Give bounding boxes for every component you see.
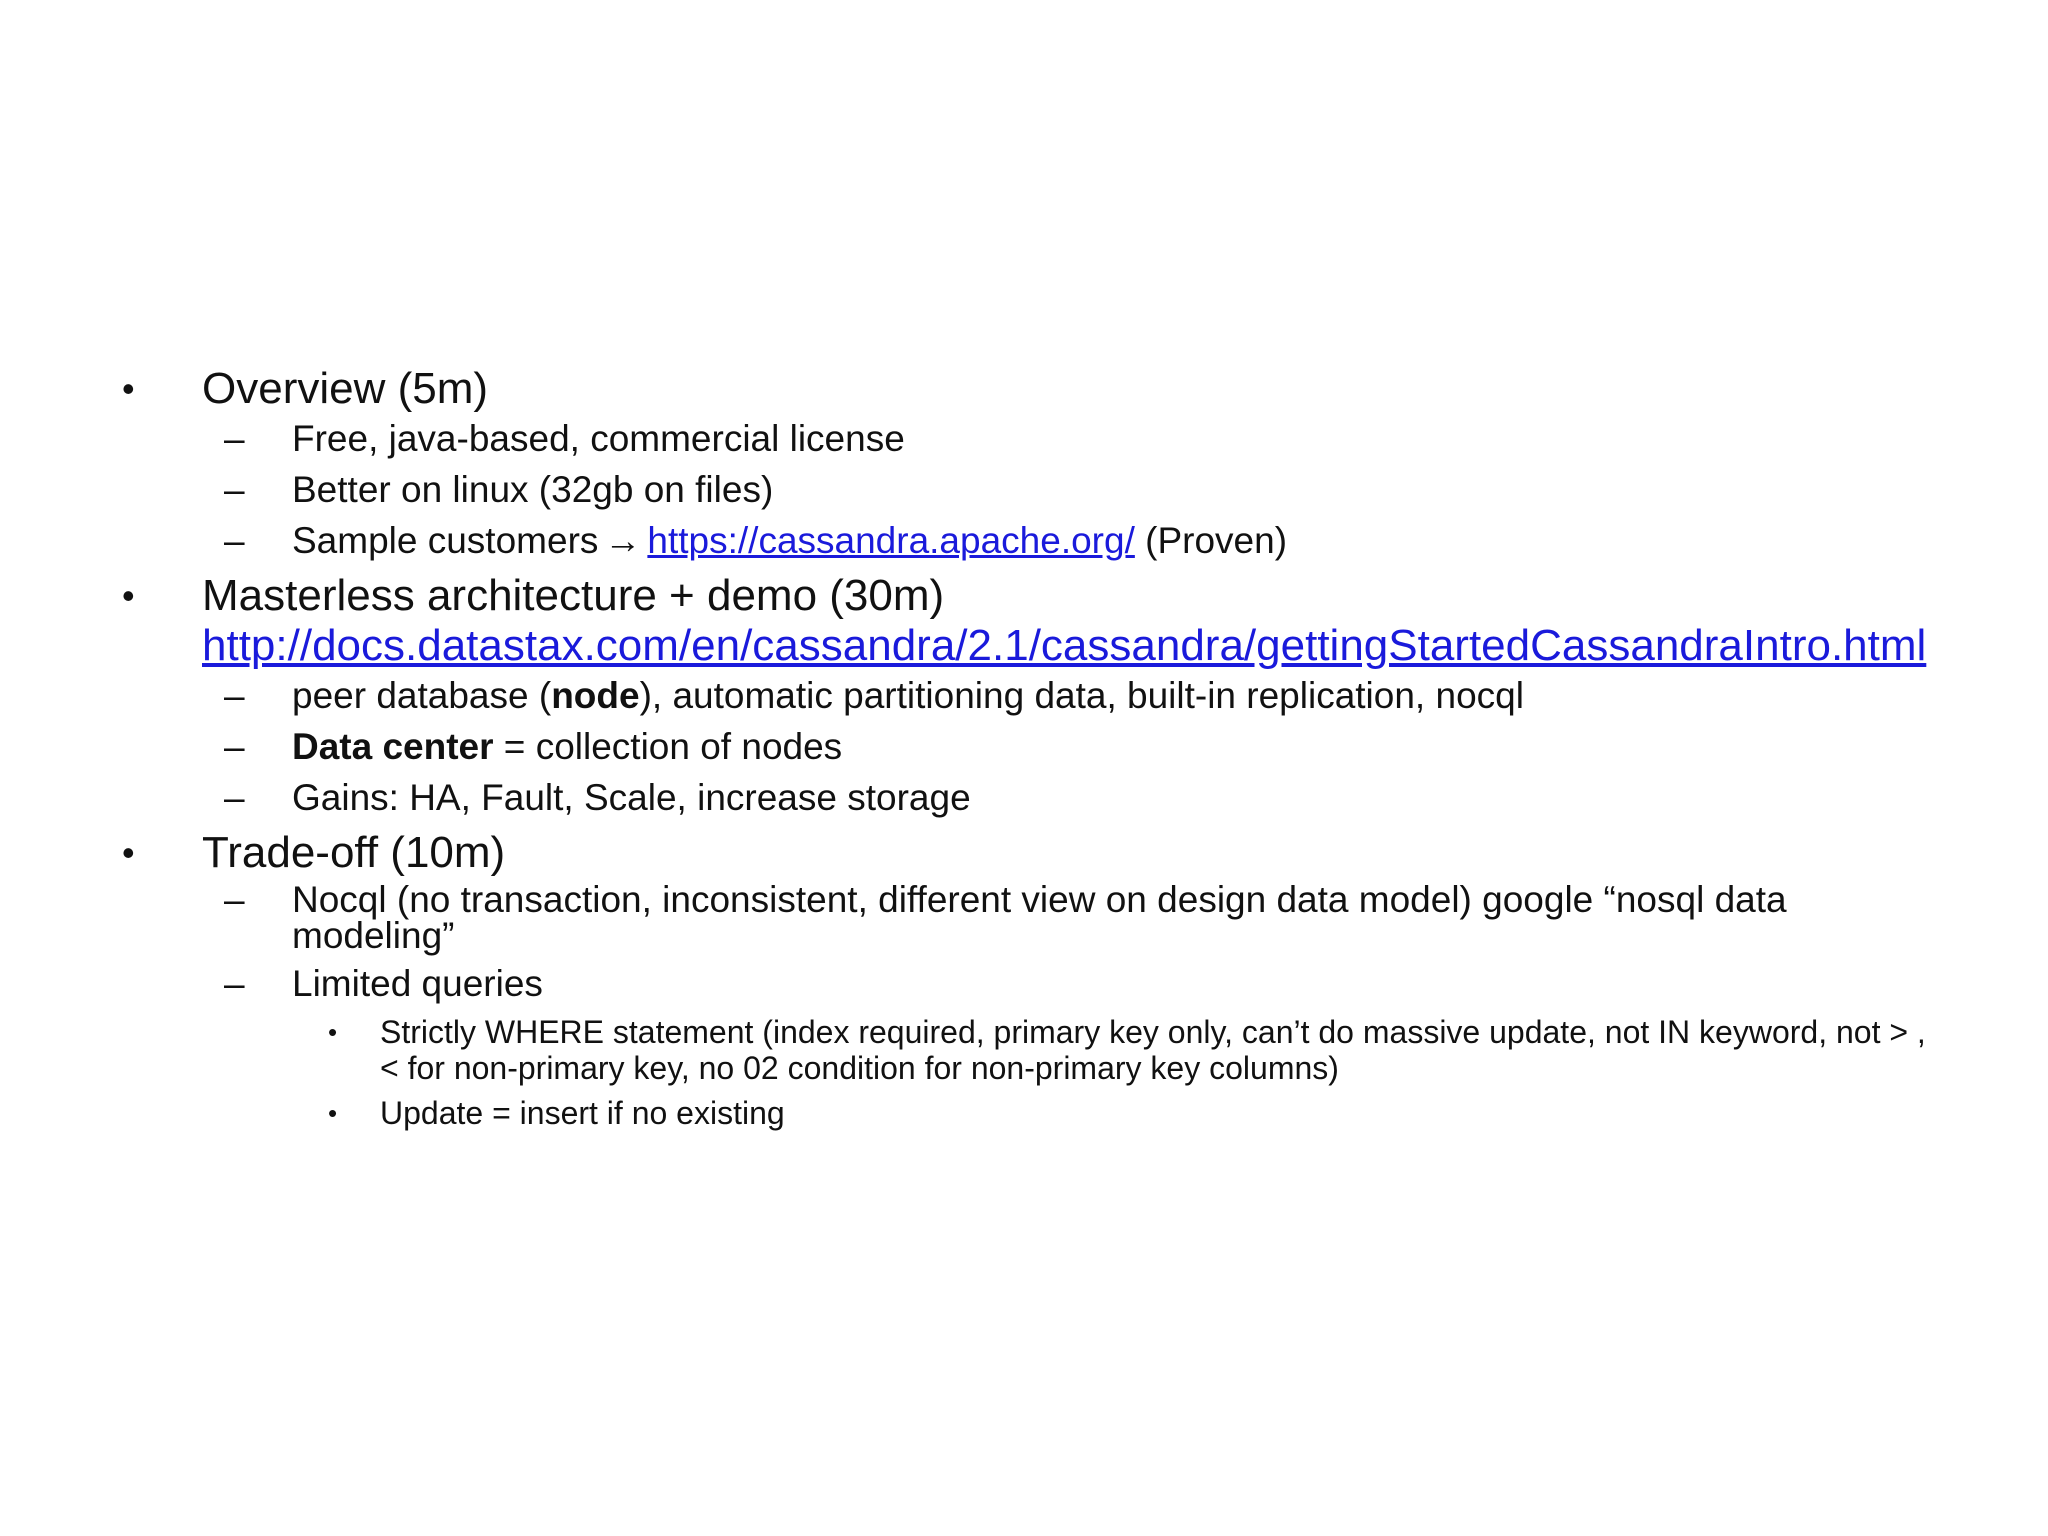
overview-title: Overview (5m): [202, 364, 489, 413]
bullet-overview: [122, 364, 1952, 414]
tradeoff-list: [122, 879, 1952, 1131]
bullet-dot: •: [122, 832, 135, 873]
peer-db-text-pre: peer database (: [292, 675, 552, 716]
where-statement-text: Strictly WHERE statement (index required, primary key only, can’t do massive update, not IN keyword, not > , < for non-primary key, no 02 condition for non-primary key columns): [380, 1014, 1926, 1086]
sub-bullet-dot: •: [328, 1017, 338, 1047]
masterless-title: Masterless architecture + demo (30m): [202, 571, 945, 620]
data-center-bold: Data center: [292, 726, 494, 767]
data-center-text: = collection of nodes: [493, 726, 843, 767]
masterless-list: [122, 675, 1952, 819]
proven-label: (Proven): [1145, 520, 1288, 561]
list-item: [122, 879, 1952, 956]
list-item: [122, 726, 1952, 768]
bullet-dot: •: [122, 575, 135, 616]
nocql-text: Nocql (no transaction, inconsistent, different view on design data model) google “nosql data modeling”: [292, 879, 1787, 956]
bullet-tradeoff: [122, 828, 1952, 878]
peer-db-text-post: ), automatic partitioning data, built-in replication, nocql: [639, 675, 1524, 716]
list-item: [122, 520, 1952, 562]
dash-marker: –: [224, 777, 245, 818]
list-item: [122, 469, 1952, 511]
list-item: [122, 675, 1952, 717]
update-insert-text: Update = insert if no existing: [380, 1095, 785, 1131]
datastax-docs-link[interactable]: http://docs.datastax.com/en/cassandra/2.1/cassandra/gettingStartedCassandraIntro.html: [202, 621, 1927, 670]
list-item: [122, 963, 1952, 1005]
slide-content: [122, 360, 1952, 1140]
arrow-right-icon: →: [604, 520, 642, 561]
dash-marker: –: [224, 418, 245, 459]
sub-bullet-dot: •: [328, 1098, 338, 1128]
overview-item-linux: Better on linux (32gb on files): [292, 469, 774, 510]
dash-marker: –: [224, 726, 245, 767]
dash-marker: –: [224, 879, 245, 920]
bullet-dot: •: [122, 368, 135, 409]
dash-marker: –: [224, 963, 245, 1004]
list-item: [122, 418, 1952, 460]
gains-text: Gains: HA, Fault, Scale, increase storage: [292, 777, 971, 818]
dash-marker: –: [224, 520, 245, 561]
dash-marker: –: [224, 675, 245, 716]
sample-customers-label: Sample customers: [292, 520, 599, 561]
tradeoff-title: Trade-off (10m): [202, 828, 506, 877]
list-item: [122, 1014, 1952, 1086]
node-bold: node: [551, 675, 640, 716]
overview-item-license: Free, java-based, commercial license: [292, 418, 905, 459]
list-item: [122, 777, 1952, 819]
cassandra-apache-link[interactable]: https://cassandra.apache.org/: [647, 520, 1135, 561]
limited-queries-text: Limited queries: [292, 963, 543, 1004]
overview-list: [122, 418, 1952, 562]
dash-marker: –: [224, 469, 245, 510]
list-item: [122, 1095, 1952, 1131]
bullet-masterless: [122, 571, 1952, 621]
